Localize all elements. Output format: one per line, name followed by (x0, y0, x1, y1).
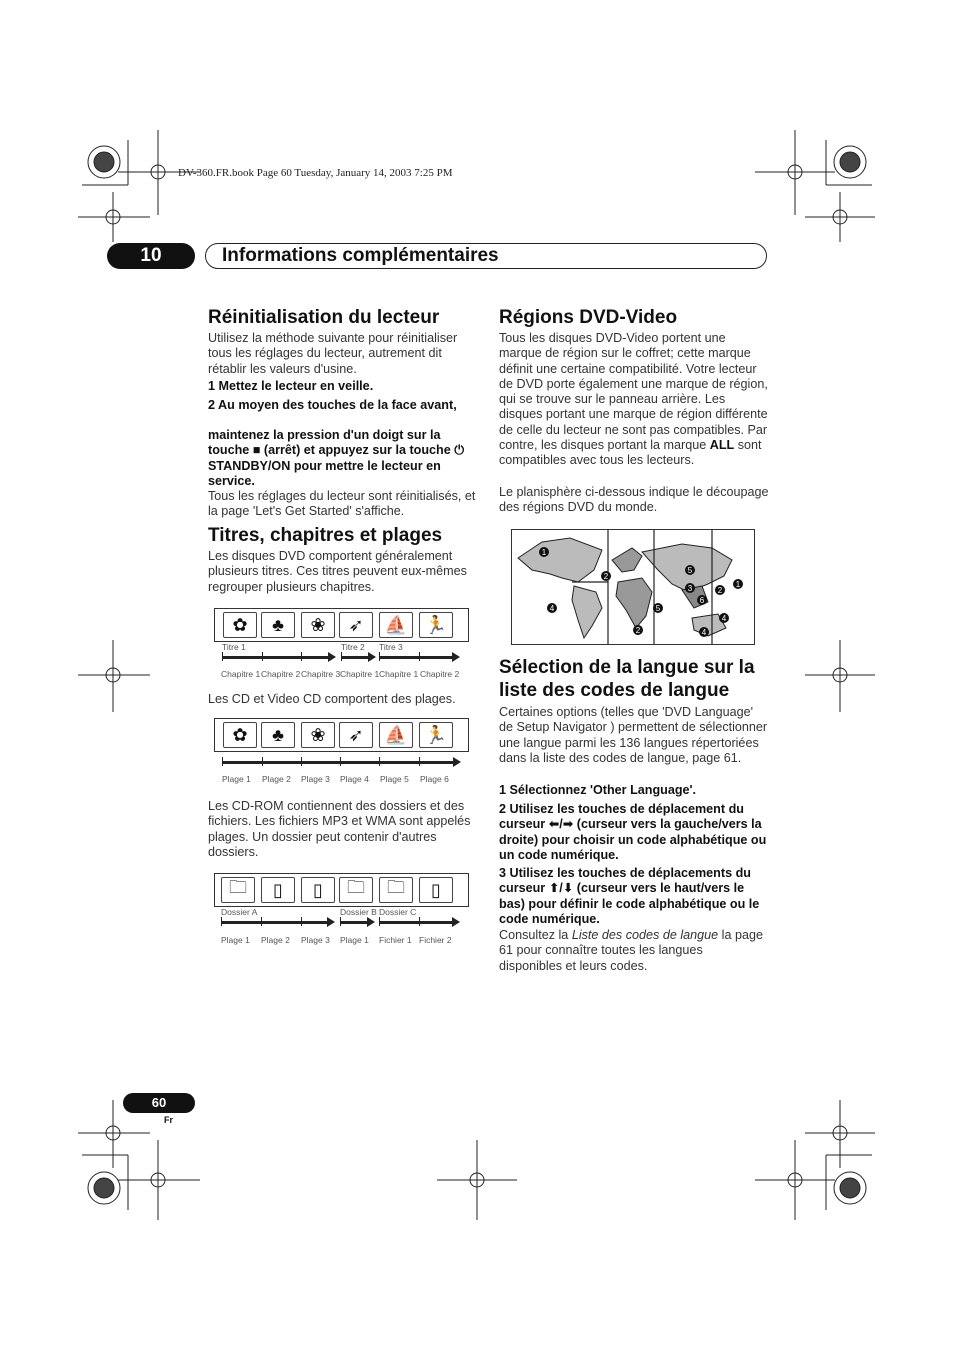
language-outro-italic: Liste des codes de langue (571, 928, 719, 942)
page-language: Fr (164, 1115, 173, 1125)
map-number: 5 (687, 566, 693, 575)
rom-folder-label: Dossier A (221, 907, 258, 917)
tick (340, 917, 341, 926)
tick (340, 757, 341, 766)
map-number: 4 (701, 628, 707, 637)
cd-filmstrip (214, 718, 469, 752)
language-heading-1: Sélection de la langue sur la (499, 657, 755, 678)
sailboat-icon: ⛵ (379, 612, 413, 638)
regions-body-c: Le planisphère ci-dessous indique le découpage des régions DVD du monde. (499, 485, 769, 515)
cd-text: Les CD et Video CD comportent des plages. (208, 692, 456, 706)
language-heading-2: liste des codes de langue (499, 680, 730, 701)
tick (419, 917, 420, 926)
reset-intro: Utilisez la méthode suivante pour réinitialiser tous les réglages du lecteur, autrement dit rétablir les valeurs d'usine. (208, 331, 458, 376)
tick (301, 757, 302, 766)
dvd-chapter-label: Chapitre 2 (261, 669, 301, 679)
leaf-icon: ✿ (223, 612, 257, 638)
reset-step-2a: 2 Au moyen des touches de la face avant, (208, 398, 457, 412)
tick (419, 652, 420, 661)
dvd-chapter-label: Chapitre 3 (301, 669, 341, 679)
map-number: 4 (549, 604, 555, 613)
folder-icon: 🗀 (379, 877, 413, 903)
dvd-chapter-label: Chapitre 1 (221, 669, 261, 679)
flower-icon: ❀ (301, 612, 335, 638)
print-header: DV-360.FR.book Page 60 Tuesday, January 14, 2003 7:25 PM (178, 167, 453, 179)
map-number: 1 (735, 580, 741, 589)
tree-icon: ♣ (261, 612, 295, 638)
cd-track-label: Plage 2 (262, 774, 291, 784)
sailboat-icon: ⛵ (379, 722, 413, 748)
map-number: 2 (603, 572, 609, 581)
skater-icon: 🏃 (419, 722, 453, 748)
tick (341, 652, 342, 661)
leaf-icon: ✿ (223, 722, 257, 748)
tick (262, 652, 263, 661)
map-number: 2 (717, 586, 723, 595)
rom-item-label: Plage 1 (340, 935, 369, 945)
map-number: 1 (541, 548, 547, 557)
dvd-title-label: Titre 3 (379, 642, 403, 652)
dvd-filmstrip (214, 608, 469, 642)
dvd-title-label: Titre 1 (222, 642, 246, 652)
world-map-icon (512, 530, 754, 644)
dvd-title-arrow (222, 656, 329, 659)
tick (261, 917, 262, 926)
page-number: 60 (123, 1093, 195, 1113)
tick (222, 652, 223, 661)
reset-outro: Tous les réglages du lecteur sont réinitialisés, et la page 'Let's Get Started' s'affiche. (208, 489, 476, 519)
dvd-title-label: Titre 2 (341, 642, 365, 652)
titles-intro: Les disques DVD comportent généralement plusieurs titres. Ces titres peuvent eux-mêmes regrouper plusieurs chapitres. (208, 549, 467, 594)
rom-text: Les CD-ROM contiennent des dossiers et des fichiers. Les fichiers MP3 et WMA sont appelés plages. Un dossier peut contenir d'autres dossiers. (208, 799, 471, 859)
rom-folder-arrow (379, 921, 453, 924)
dvd-title-arrow (379, 656, 453, 659)
rom-folder-label: Dossier B (340, 907, 377, 917)
language-outro-b: la page 61 pour connaître toutes les langues disponibles et leurs codes. (499, 928, 763, 973)
reset-step-2b: maintenez la pression d'un doigt sur la touche ■ (arrêt) et appuyez sur la touche ⏻ STANDBY/ON pour mettre le lecteur en service. (208, 428, 465, 488)
folder-icon: 🗀 (221, 877, 255, 903)
language-intro: Certaines options (telles que 'DVD Language' de Setup Navigator ) permettent de sélectionner une langue parmi les 136 langues répertoriées dans la liste des codes de langue, page 61. (499, 705, 768, 765)
tick (379, 757, 380, 766)
map-number: 2 (635, 626, 641, 635)
dvd-title-arrow (341, 656, 369, 659)
language-step-1: 1 Sélectionnez 'Other Language'. (499, 783, 697, 797)
bird-icon: ➶ (339, 612, 373, 638)
flower-icon: ❀ (301, 722, 335, 748)
chapter-number: 10 (107, 243, 195, 269)
language-step-3: 3 Utilisez les touches de déplacements du curseur ⬆/⬇ (curseur vers le haut/vers le bas) pour définir le code alphabétique ou le code numérique. (499, 866, 760, 926)
tick (301, 652, 302, 661)
regions-body (499, 331, 769, 469)
reset-heading: Réinitialisation du lecteur (208, 307, 440, 328)
cd-track-label: Plage 4 (340, 774, 369, 784)
rom-item-label: Plage 1 (221, 935, 250, 945)
file-icon: ▯ (261, 877, 295, 903)
tick (221, 917, 222, 926)
tick (379, 917, 380, 926)
rom-item-label: Plage 3 (301, 935, 330, 945)
titles-heading: Titres, chapitres et plages (208, 525, 443, 546)
rom-item-label: Fichier 2 (419, 935, 452, 945)
regions-heading: Régions DVD-Video (499, 307, 678, 328)
tick (262, 757, 263, 766)
cd-track-label: Plage 6 (420, 774, 449, 784)
tick (301, 917, 302, 926)
rom-folder-arrow (340, 921, 368, 924)
dvd-chapter-label: Chapitre 2 (420, 669, 460, 679)
tick (419, 757, 420, 766)
tick (222, 757, 223, 766)
map-number: 6 (699, 596, 705, 605)
region-map (511, 529, 755, 645)
rom-item-label: Plage 2 (261, 935, 290, 945)
cd-track-label: Plage 1 (222, 774, 251, 784)
language-outro-a: Consultez la (499, 928, 572, 942)
chapter-title: Informations complémentaires (222, 245, 499, 266)
regions-body-b: sont compatibles avec tous les lecteurs. (499, 438, 762, 468)
map-number: 3 (687, 584, 693, 593)
tree-icon: ♣ (261, 722, 295, 748)
folder-icon: 🗀 (339, 877, 373, 903)
file-icon: ▯ (419, 877, 453, 903)
regions-body-bold: ALL (709, 438, 735, 453)
dvd-chapter-label: Chapitre 1 (379, 669, 419, 679)
tick (379, 652, 380, 661)
rom-item-label: Fichier 1 (379, 935, 412, 945)
skater-icon: 🏃 (419, 612, 453, 638)
cd-track-label: Plage 5 (380, 774, 409, 784)
file-icon: ▯ (301, 877, 335, 903)
reset-step-1: 1 Mettez le lecteur en veille. (208, 379, 374, 393)
language-step-2: 2 Utilisez les touches de déplacement du curseur ⬅/➡ (curseur vers la gauche/vers la droite) pour choisir un code alphabétique ou un code numérique. (499, 802, 767, 862)
rom-folder-arrow (221, 921, 328, 924)
regions-body-a: Tous les disques DVD-Video portent une marque de région sur le coffret; cette marque définit une certaine compatibilité. Votre lecteur de DVD porte également une marque de région, qui se trouve sur le panneau arrière. Les disques portant une marque de région différente de celle du lecteur ne sont pas compatibles. Par contre, les disques portant la marque (499, 331, 768, 453)
cd-track-label: Plage 3 (301, 774, 330, 784)
bird-icon: ➶ (339, 722, 373, 748)
rom-folder-label: Dossier C (379, 907, 417, 917)
rom-filmstrip (214, 873, 469, 907)
language-outro (499, 928, 769, 974)
dvd-chapter-label: Chapitre 1 (340, 669, 380, 679)
map-number: 5 (655, 604, 661, 613)
map-number: 4 (721, 614, 727, 623)
